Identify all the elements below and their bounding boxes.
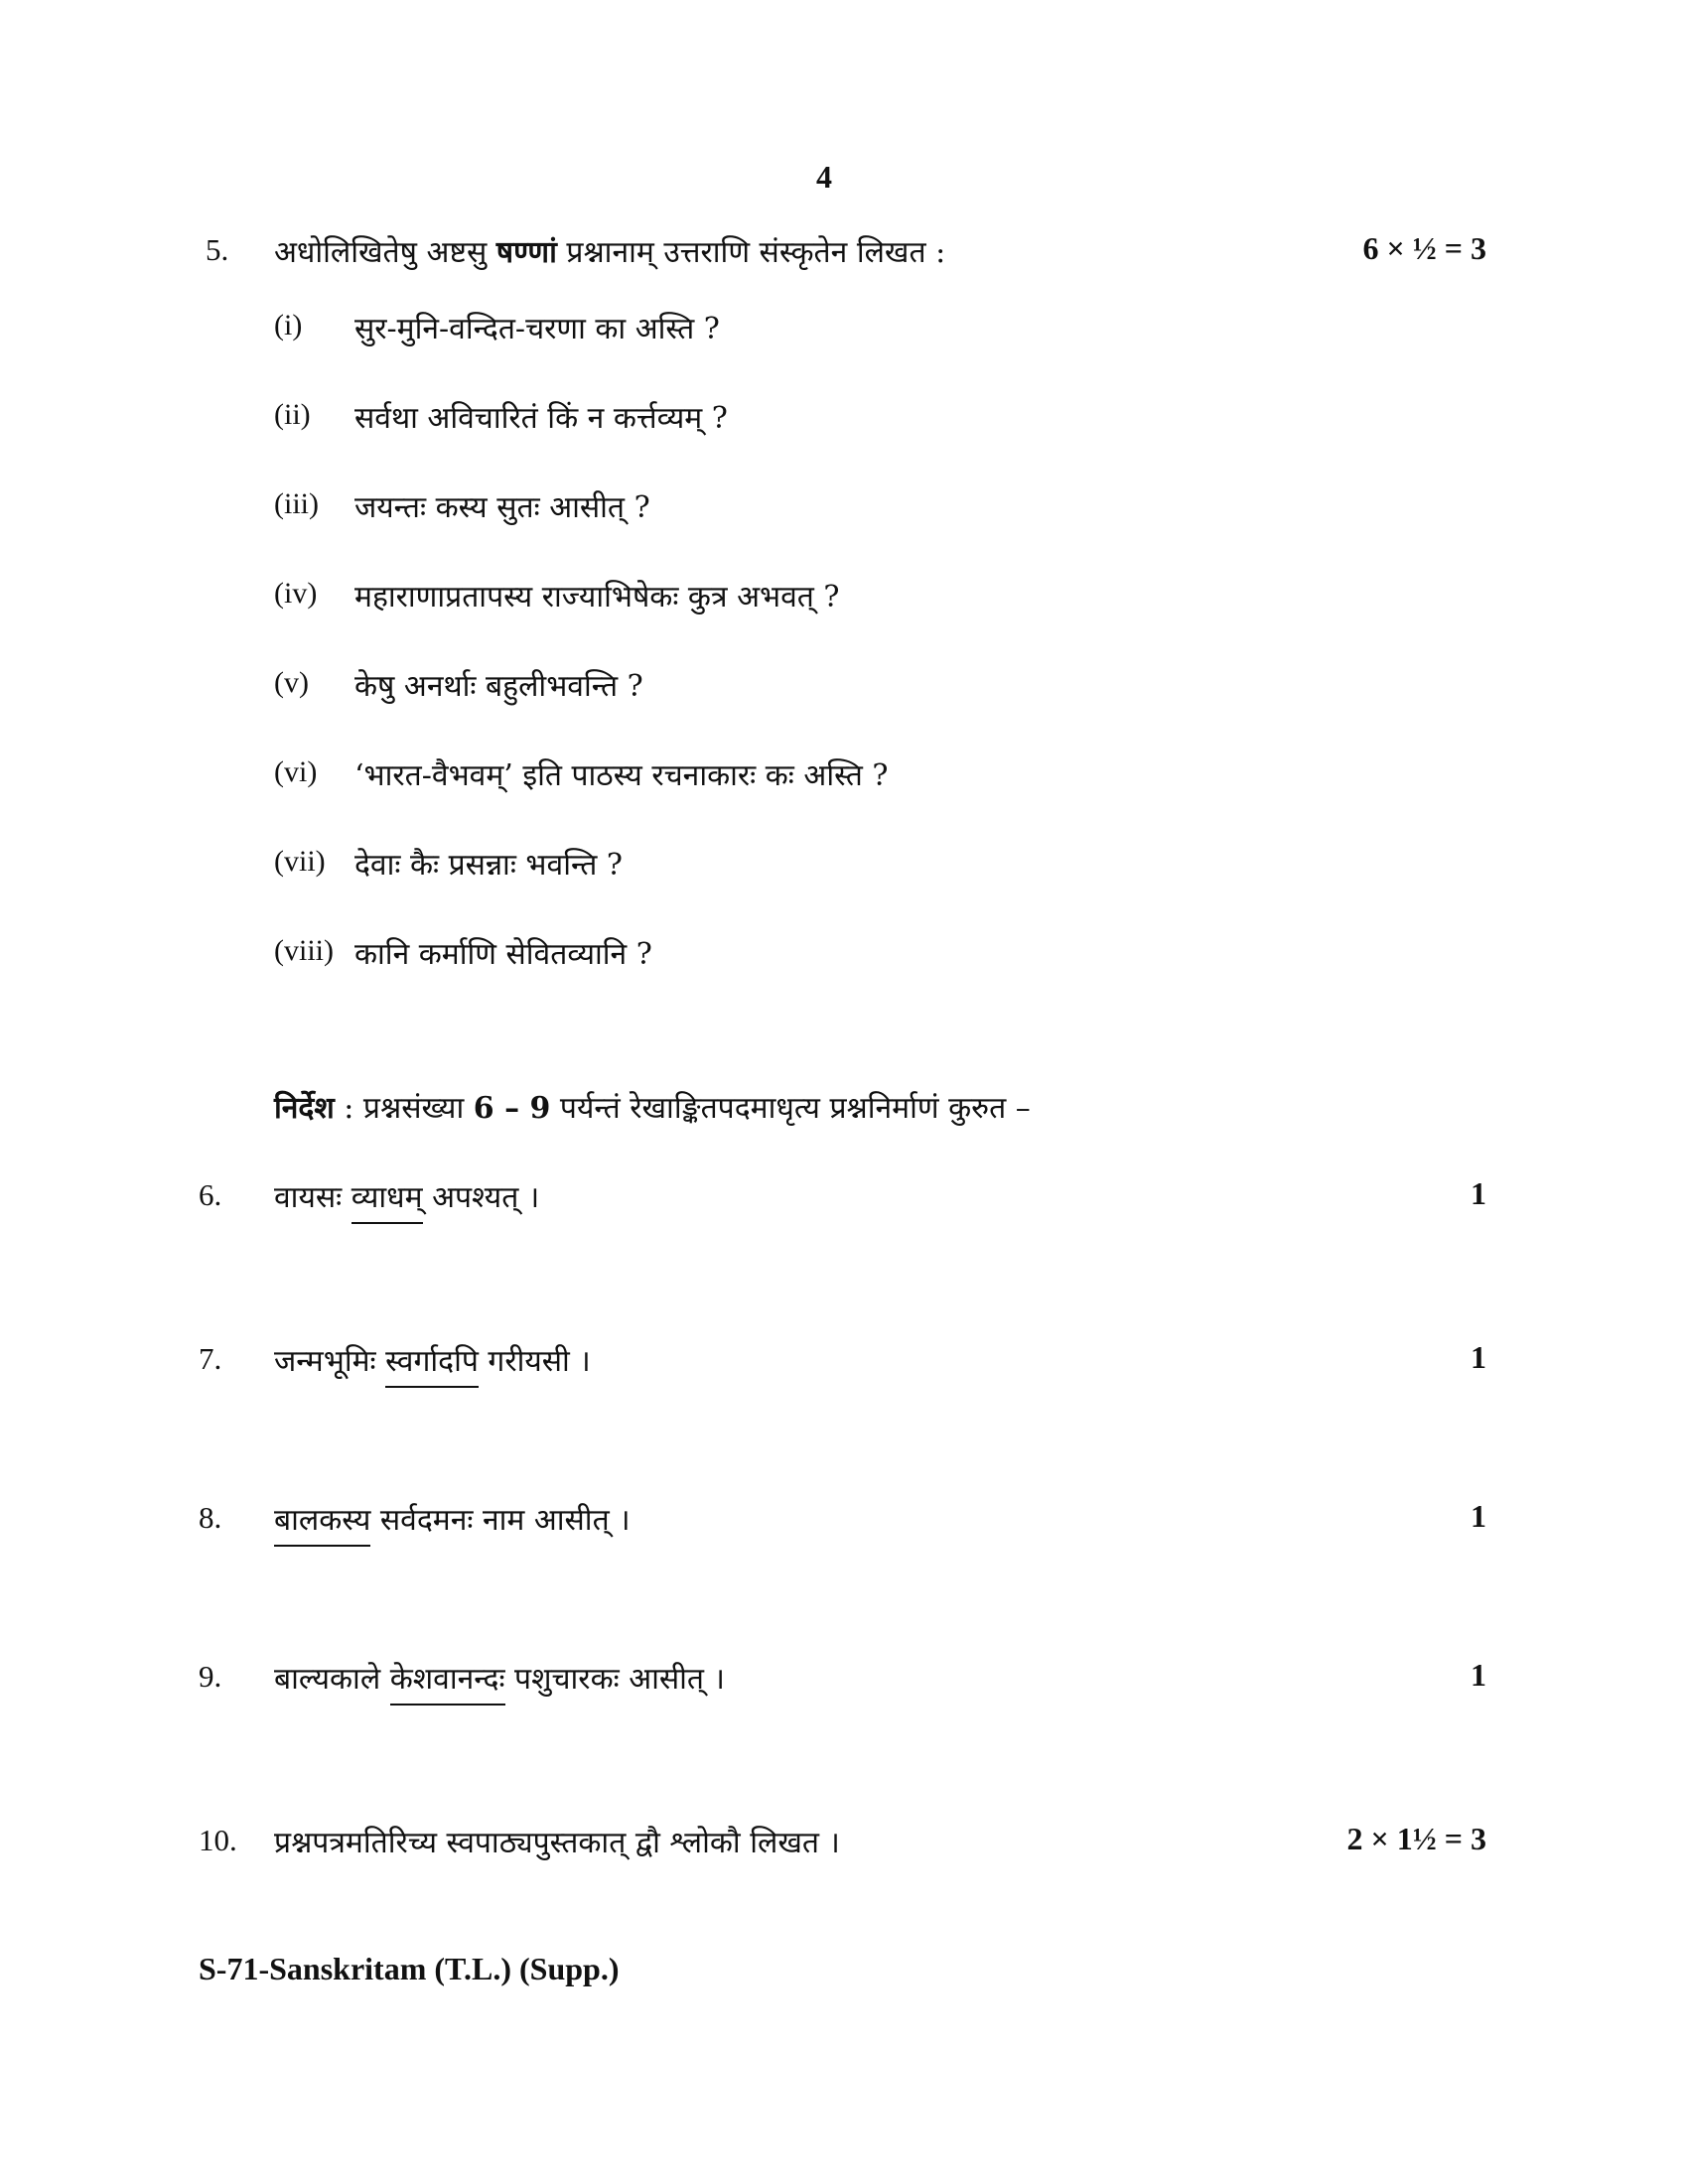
sub-question-text: जयन्तः कस्य सुतः आसीत् ? [354, 490, 650, 525]
question-text: बालकस्य सर्वदमनः नाम आसीत् । [274, 1498, 631, 1547]
question-marks: 1 [1471, 1498, 1486, 1534]
sub-question-iii [0, 481, 1688, 531]
question-9 [0, 1653, 1688, 1703]
sub-question-number: (viii) [274, 934, 334, 967]
question-number: 7. [199, 1341, 222, 1376]
question-6 [0, 1171, 1688, 1221]
sub-question-number: (iii) [274, 487, 319, 520]
question-10 [0, 1817, 1688, 1866]
question-marks: 1 [1471, 1657, 1486, 1693]
question-text: जन्मभूमिः स्वर्गादपि गरीयसी । [274, 1339, 591, 1388]
sub-question-text: सर्वथा अविचारितं किं न कर्त्तव्यम् ? [354, 401, 728, 436]
sub-question-ii [0, 392, 1688, 442]
sub-question-number: (i) [274, 309, 303, 341]
question-number: 9. [199, 1659, 222, 1694]
sub-question-text: महाराणाप्रतापस्य राज्याभिषेकः कुत्र अभवत् ? [354, 580, 840, 614]
question-number: 5. [206, 232, 229, 267]
sub-question-number: (vii) [274, 845, 326, 878]
sub-question-vii [0, 839, 1688, 888]
sub-question-vi [0, 750, 1688, 799]
footer-paper-code: S-71-Sanskritam (T.L.) (Supp.) [199, 1951, 620, 1986]
question-text: बाल्यकाले केशवानन्दः पशुचारकः आसीत् । [274, 1657, 725, 1706]
question-text: वायसः व्याधम् अपश्यत् । [274, 1175, 539, 1224]
sub-question-iv [0, 571, 1688, 620]
question-marks: 2 × 1½ = 3 [1346, 1821, 1486, 1856]
question-marks: 6 × ½ = 3 [1362, 230, 1486, 266]
question-number: 6. [199, 1177, 222, 1212]
sub-question-text: कानि कर्माणि सेवितव्यानि ? [354, 937, 652, 972]
underlined-word: व्याधम् [352, 1175, 423, 1224]
sub-question-v [0, 660, 1688, 710]
instruction [0, 1082, 1688, 1132]
instruction-text: निर्देश : प्रश्नसंख्या 6 – 9 पर्यन्तं रेखाङ्कितपदमाधृत्य प्रश्ननिर्माणं कुरुत – [274, 1091, 1031, 1126]
underlined-word: केशवानन्दः [390, 1657, 505, 1706]
sub-question-text: देवाः कैः प्रसन्नाः भवन्ति ? [354, 848, 623, 883]
sub-question-viii [0, 928, 1688, 978]
question-5 [0, 226, 1688, 276]
sub-question-number: (iv) [274, 577, 318, 610]
question-number: 8. [199, 1500, 222, 1535]
sub-question-number: (v) [274, 666, 309, 699]
question-number: 10. [199, 1823, 237, 1857]
question-7 [0, 1335, 1688, 1385]
question-8 [0, 1494, 1688, 1544]
question-marks: 1 [1471, 1175, 1486, 1211]
underlined-word: बालकस्य [274, 1498, 370, 1547]
question-text: अधोलिखितेषु अष्टसु षण्णां प्रश्नानाम् उत्तराणि संस्कृतेन लिखत : [274, 235, 946, 270]
sub-question-number: (vi) [274, 755, 318, 788]
sub-question-text: ‘भारत-वैभवम्’ इति पाठस्य रचनाकारः कः अस्ति ? [354, 758, 889, 793]
sub-question-text: सुर-मुनि-वन्दित-चरणा का अस्ति ? [354, 312, 720, 346]
question-marks: 1 [1471, 1339, 1486, 1375]
sub-question-text: केषु अनर्थाः बहुलीभवन्ति ? [354, 669, 643, 704]
sub-question-i [0, 303, 1688, 352]
underlined-word: स्वर्गादपि [385, 1339, 479, 1388]
sub-question-number: (ii) [274, 398, 311, 431]
question-text: प्रश्नपत्रमतिरिच्य स्वपाठ्यपुस्तकात् द्वौ श्लोकौ लिखत । [274, 1826, 840, 1860]
page-number: 4 [816, 159, 832, 195]
